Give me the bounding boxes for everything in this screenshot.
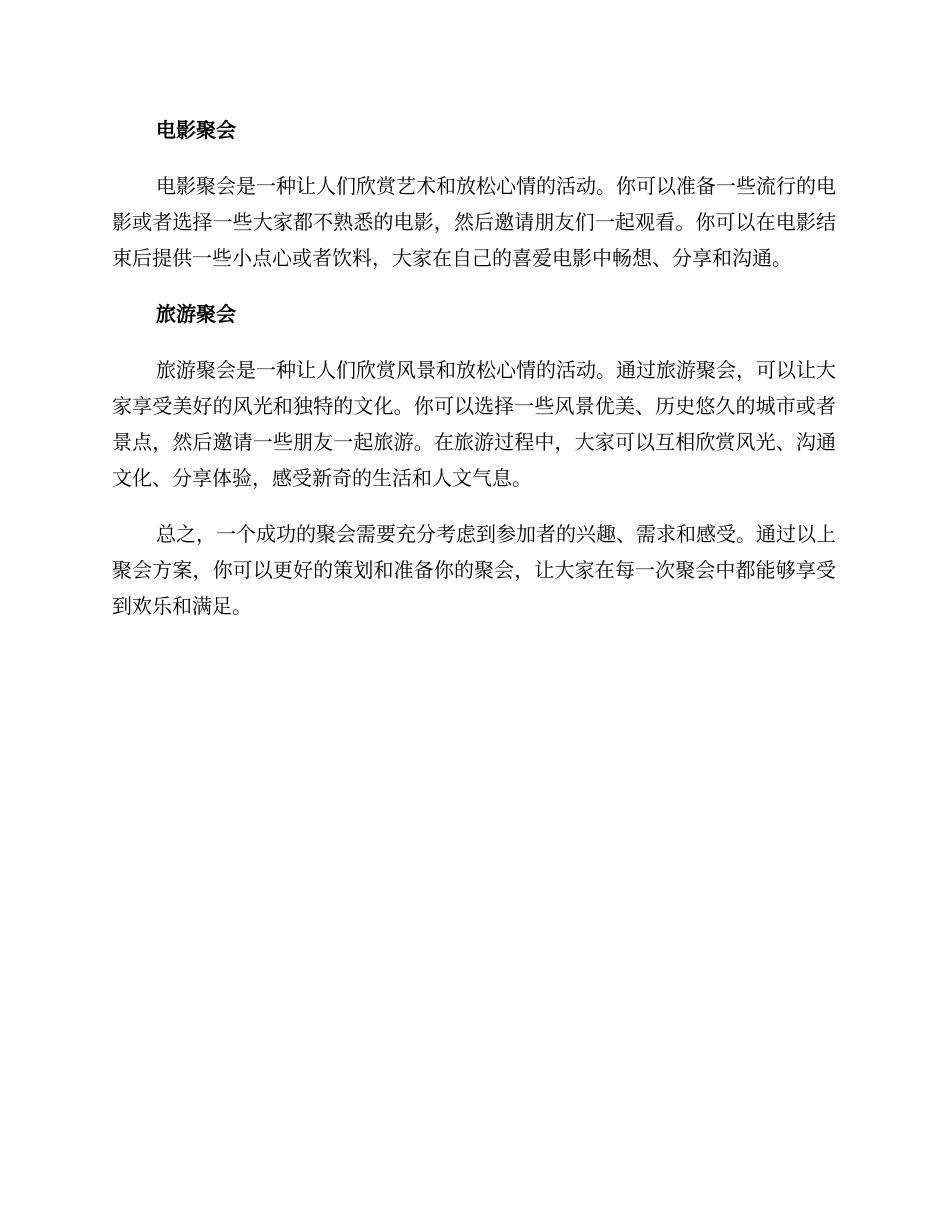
conclusion-paragraph: 总之，一个成功的聚会需要充分考虑到参加者的兴趣、需求和感受。通过以上聚会方案，你可以更好的策划和准备你的聚会，让大家在每一次聚会中都能够享受到欢乐和满足。	[112, 522, 836, 618]
section-heading-movie-party: 电影聚会	[156, 118, 236, 142]
document-body	[112, 112, 836, 644]
section-heading-travel-party: 旅游聚会	[156, 302, 236, 326]
section-paragraph-movie-party: 电影聚会是一种让人们欣赏艺术和放松心情的活动。你可以准备一些流行的电影或者选择一些大家都不熟悉的电影，然后邀请朋友们一起观看。你可以在电影结束后提供一些小点心或者饮料，大家在自己的喜爱电影中畅想、分享和沟通。	[112, 174, 836, 270]
section-paragraph-travel-party: 旅游聚会是一种让人们欣赏风景和放松心情的活动。通过旅游聚会，可以让大家享受美好的风光和独特的文化。你可以选择一些风景优美、历史悠久的城市或者景点，然后邀请一些朋友一起旅游。在旅游过程中，大家可以互相欣赏风光、沟通文化、分享体验，感受新奇的生活和人文气息。	[112, 358, 836, 490]
